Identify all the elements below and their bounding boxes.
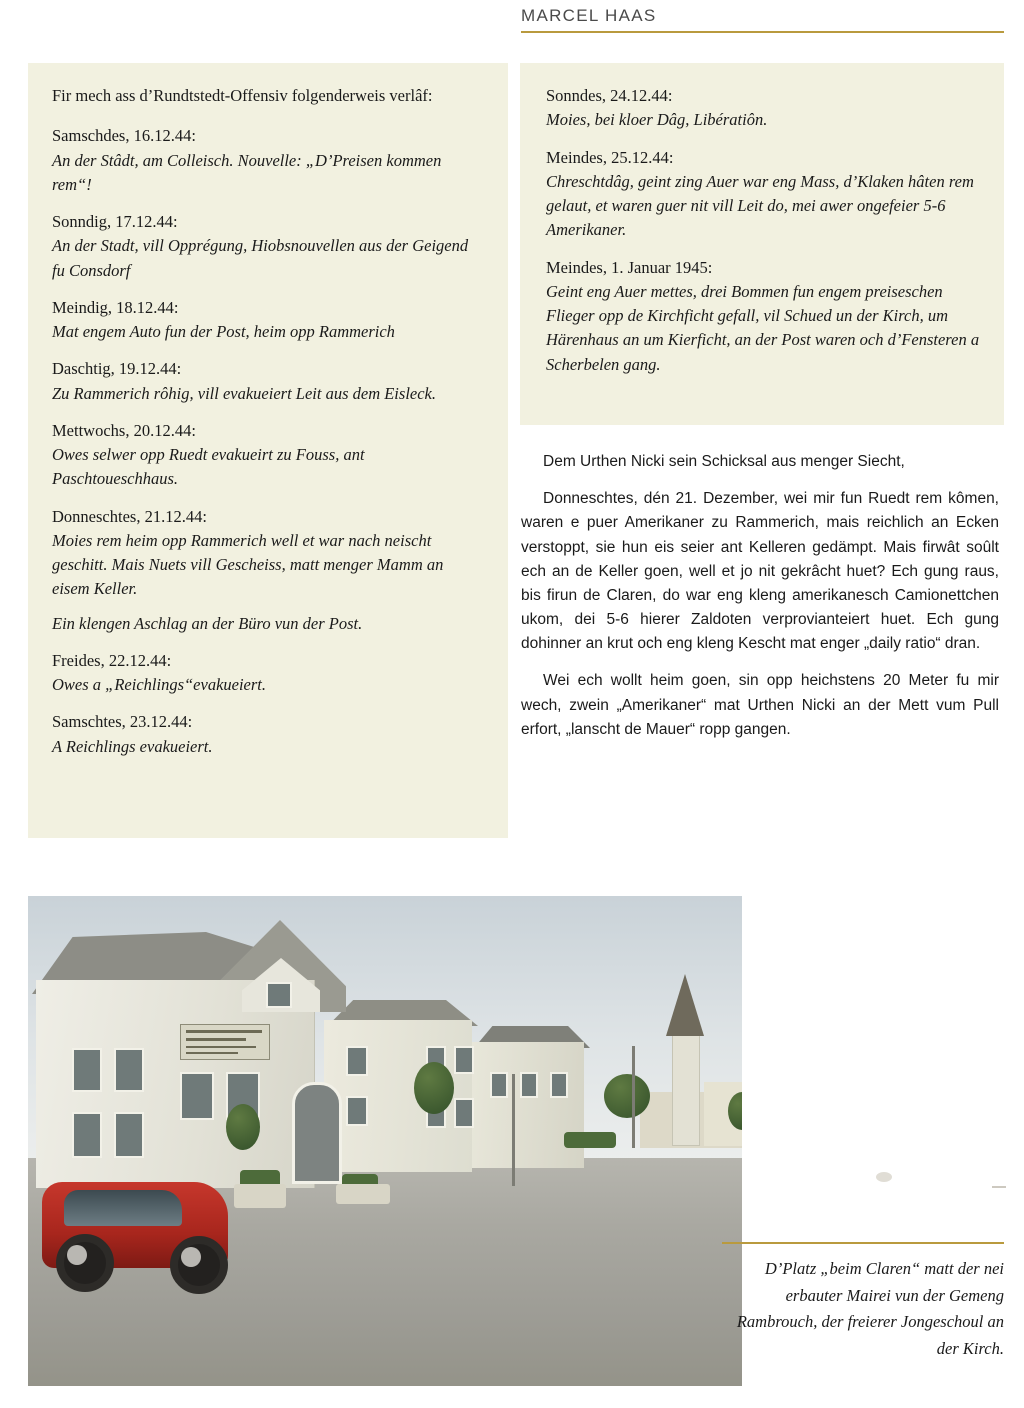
planter-box bbox=[234, 1184, 286, 1208]
car-wheel bbox=[170, 1236, 228, 1294]
street-pole bbox=[632, 1046, 635, 1148]
diary-entry-text: Moies rem heim opp Rammerich well et war nach neischt geschitt. Mais Nuets vill Gescheiss, matt menger Mamm an eisem Keller. bbox=[52, 530, 444, 599]
diary-entry bbox=[52, 124, 482, 197]
shop-sign bbox=[180, 1024, 270, 1060]
diary-entry-date: Sonndes, 24.12.44: bbox=[546, 86, 673, 105]
diary-entry bbox=[546, 146, 980, 243]
caption-divider bbox=[722, 1242, 1004, 1244]
diary-entry-text: An der Stâdt, am Colleisch. Nouvelle: „D’Preisen kommen rem“! bbox=[52, 150, 442, 194]
diary-right-column bbox=[546, 84, 980, 390]
diary-entry-text: Zu Rammerich rôhig, vill evakueiert Leit aus dem Eisleck. bbox=[52, 383, 436, 403]
tree bbox=[414, 1062, 454, 1114]
diary-left-column bbox=[52, 84, 482, 772]
diary-entry-date: Donneschtes, 21.12.44: bbox=[52, 506, 207, 526]
window bbox=[180, 1072, 214, 1120]
diary-entry-date: Meindig, 18.12.44: bbox=[52, 297, 179, 317]
window bbox=[454, 1098, 474, 1128]
diary-entry-text: Chreschtdâg, geint zing Auer war eng Mass, d’Klaken hâten rem gelaut, et waren guer nit vill Leit do, mei awer ongefeier 5-6 Amerikaner. bbox=[546, 171, 974, 240]
tree bbox=[604, 1074, 650, 1118]
window bbox=[346, 1096, 368, 1126]
diary-entry-date: Freides, 22.12.44: bbox=[52, 650, 172, 670]
photo-artifact bbox=[992, 1186, 1006, 1188]
church-tower bbox=[672, 1032, 700, 1146]
diary-entry-text: Ein klengen Aschlag an der Büro vun der Post. bbox=[52, 613, 363, 633]
page-title: MARCEL HAAS bbox=[521, 6, 657, 25]
diary-entry bbox=[546, 256, 980, 377]
diary-entry bbox=[52, 505, 482, 636]
diary-entry bbox=[52, 710, 482, 759]
diary-entry-date: Meindes, 25.12.44: bbox=[546, 147, 674, 167]
photo-artifact bbox=[876, 1172, 892, 1182]
diary-entry-text: Geint eng Auer mettes, drei Bommen fun engem preiseschen Flieger opp de Kirchficht gefall, vil Schued un der Kirch, um Härenhaus an um Kierficht, an der Post waren och d’Fensteren a Scherbelen gang. bbox=[546, 281, 980, 374]
diary-entry bbox=[52, 210, 482, 283]
diary-entry-date: Mettwochs, 20.12.44: bbox=[52, 420, 196, 440]
diary-entry-text: A Reichlings evakueiert. bbox=[52, 736, 213, 756]
window bbox=[520, 1072, 538, 1098]
diary-entry-text: An der Stadt, vill Opprégung, Hiobsnouvellen aus der Geigend fu Consdorf bbox=[52, 236, 469, 280]
diary-entry-date: Sonndig, 17.12.44: bbox=[52, 212, 178, 231]
window bbox=[346, 1046, 368, 1076]
window bbox=[550, 1072, 568, 1098]
article-body bbox=[521, 450, 999, 755]
diary-entry bbox=[52, 419, 482, 492]
window bbox=[454, 1046, 474, 1074]
diary-intro: Fir mech ass d’Rundtstedt-Offensiv folgenderweis verlâf: bbox=[52, 86, 433, 105]
diary-entry-text: Mat engem Auto fun der Post, heim opp Rammerich bbox=[52, 322, 395, 341]
body-paragraph: Donneschtes, dén 21. Dezember, wei mir fun Ruedt rem kômen, waren e puer Amerikaner zu Rammerich, mais reichlich an Ecken verstoppt, sie hun eis seier ant Kelleren gedämpt. Mais firwât soûlt ech an de Keller goen, well et jo nit gekrâcht huet? Ech gung raus, bis firun de Claren, do war eng kleng amerikanesch Camionettchen ukom, dei 5-6 hierer Zaldoten verprovianteiert huet. Ech gung dohinner an krut och eng kleng Kescht mat enger „daily ratio“ dran. bbox=[521, 490, 999, 653]
diary-entry bbox=[52, 649, 482, 698]
window bbox=[114, 1048, 144, 1092]
photo-image bbox=[28, 896, 742, 1386]
window bbox=[490, 1072, 508, 1098]
page-header bbox=[0, 0, 1024, 40]
window bbox=[266, 982, 292, 1008]
car-wheel bbox=[56, 1234, 114, 1292]
car-window bbox=[64, 1190, 182, 1226]
diary-entry-date: Meindes, 1. Januar 1945: bbox=[546, 257, 713, 277]
building-third bbox=[472, 1042, 584, 1168]
header-divider bbox=[521, 31, 1004, 33]
diary-entry-date: Samschdes, 16.12.44: bbox=[52, 126, 196, 146]
window bbox=[72, 1048, 102, 1092]
diary-entry bbox=[52, 296, 482, 345]
photo-caption: D’Platz „beim Claren“ matt der nei erbauter Mairei vun der Gemeng Rambrouch, der freierer Jongeschoul an der Kirch. bbox=[736, 1259, 1004, 1359]
diary-entry bbox=[546, 84, 980, 133]
window bbox=[72, 1112, 102, 1158]
window bbox=[114, 1112, 144, 1158]
diary-entry-text: Owes a „Reichlings“evakueiert. bbox=[52, 675, 267, 694]
diary-entry bbox=[52, 357, 482, 406]
diary-entry-date: Samschtes, 23.12.44: bbox=[52, 712, 193, 732]
body-paragraph: Wei ech wollt heim goen, sin opp heichstens 20 Meter fu mir wech, zwein „Amerikaner“ mat Urthen Nicki an der Mett vum Pull erfort, „lanscht de Mauer“ ropp gangen. bbox=[521, 672, 999, 738]
shrub bbox=[564, 1132, 616, 1148]
diary-entry-text: Moies, bei kloer Dâg, Libératiôn. bbox=[546, 110, 768, 130]
street-pole bbox=[512, 1074, 515, 1186]
potted-tree bbox=[226, 1104, 260, 1150]
body-paragraph: Dem Urthen Nicki sein Schicksal aus menger Siecht, bbox=[543, 453, 905, 470]
planter-box bbox=[336, 1184, 390, 1204]
arched-door bbox=[292, 1082, 342, 1184]
diary-entry-text: Owes selwer opp Ruedt evakueirt zu Fouss, ant Paschtoueschhaus. bbox=[52, 445, 365, 489]
diary-entry-date: Daschtig, 19.12.44: bbox=[52, 359, 182, 379]
